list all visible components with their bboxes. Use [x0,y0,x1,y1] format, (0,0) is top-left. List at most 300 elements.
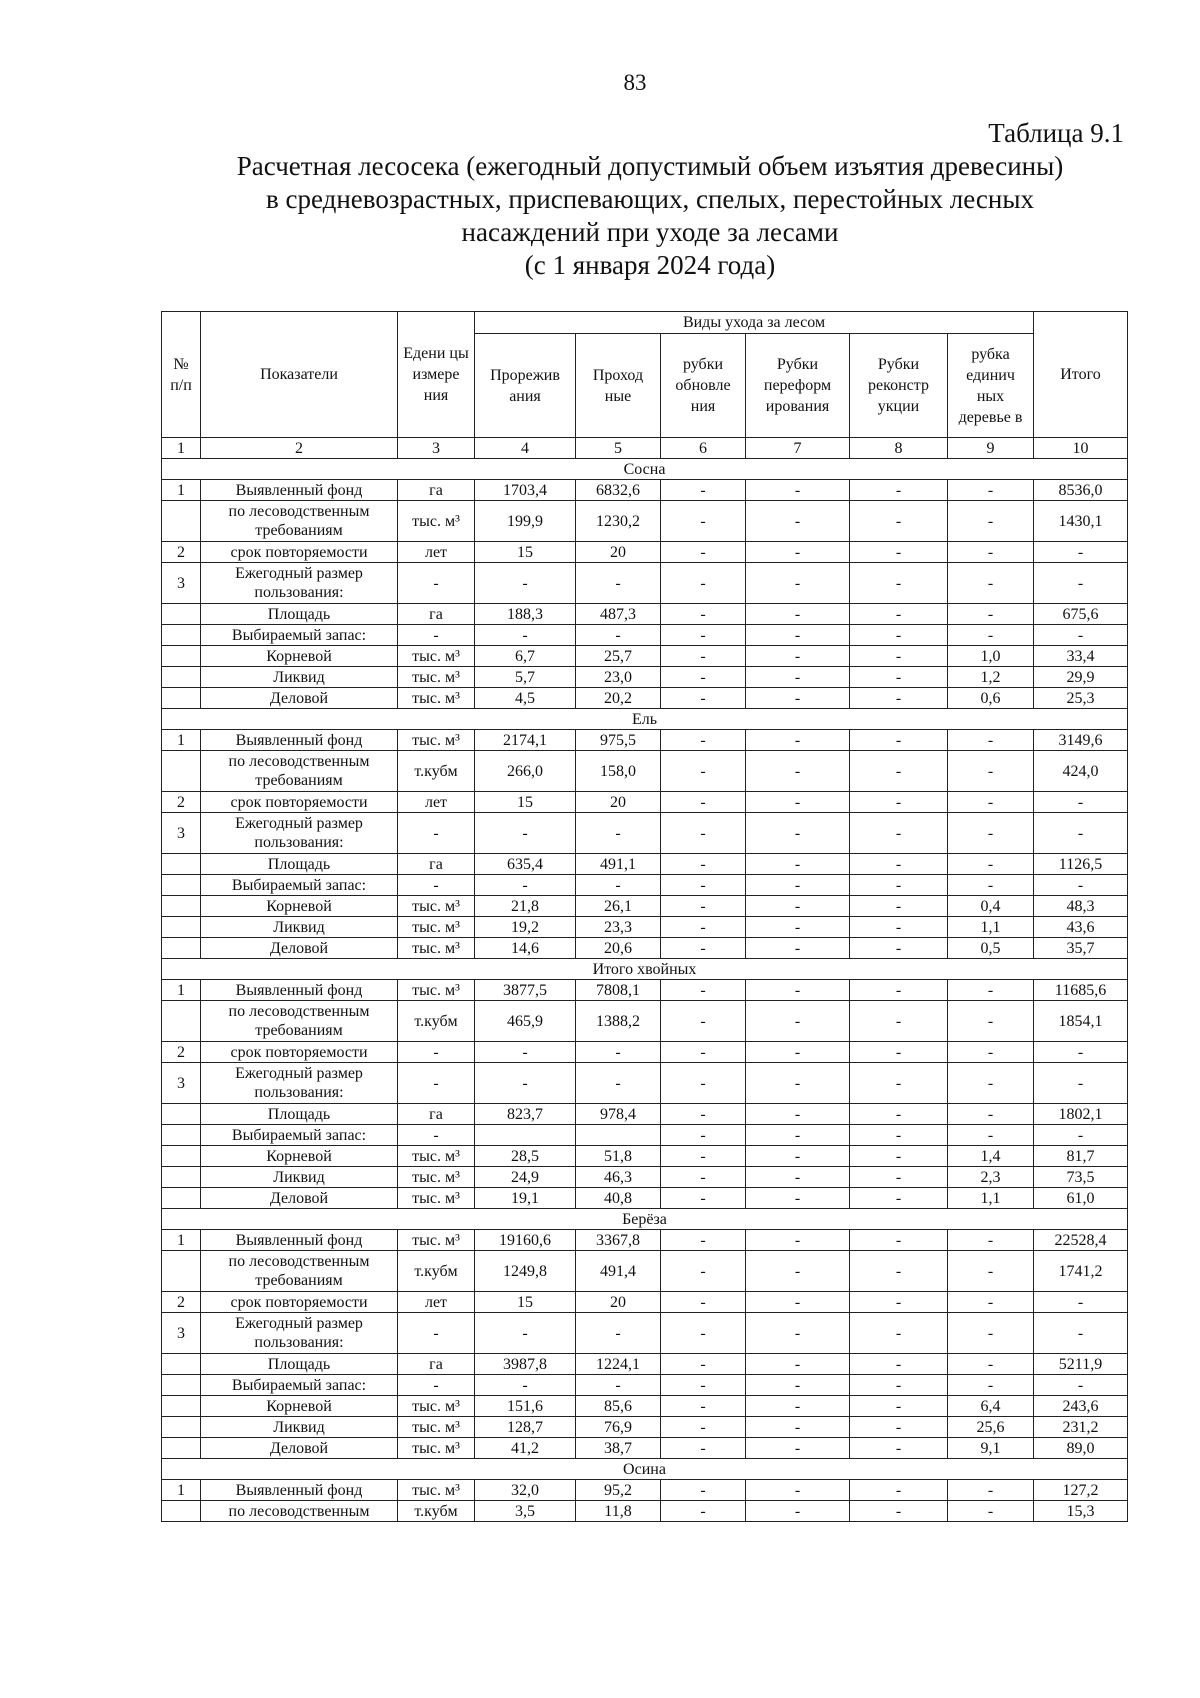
row-number [162,1188,201,1209]
row-number: 3 [162,563,201,604]
column-number: 9 [948,438,1034,459]
table-row [162,854,1128,875]
row-value: - [746,792,850,813]
row-value: - [850,1188,948,1209]
row-unit: - [398,1042,475,1063]
row-value: - [661,667,746,688]
row-value: 15 [475,792,576,813]
row-value: - [948,1104,1034,1125]
row-value: - [1034,1063,1128,1104]
row-value: - [661,730,746,751]
row-value: - [661,917,746,938]
row-number: 3 [162,813,201,854]
header-indicator: Показатели [201,312,398,438]
row-unit: - [398,1375,475,1396]
title-line: Расчетная лесосека (ежегодный допустимый объем изъятия древесины) [236,151,1064,181]
row-value: - [850,1375,948,1396]
row-number: 1 [162,1480,201,1501]
row-value: 1,1 [948,917,1034,938]
row-unit: тыс. м³ [398,730,475,751]
table-row [162,625,1128,646]
row-number [162,646,201,667]
row-value: - [746,1375,850,1396]
row-unit: тыс. м³ [398,938,475,959]
row-number [162,1167,201,1188]
row-label: Ежегодный размер пользования: [201,1313,398,1354]
table-row [162,1501,1128,1522]
row-unit: га [398,604,475,625]
row-value: - [948,875,1034,896]
row-unit: тыс. м³ [398,667,475,688]
row-value: - [850,563,948,604]
row-value: - [948,501,1034,542]
row-number: 2 [162,792,201,813]
row-value [576,1125,661,1146]
row-value: 6,4 [948,1396,1034,1417]
row-value: - [661,1063,746,1104]
row-label: по лесоводственным требованиям [201,1001,398,1042]
row-value: - [850,1501,948,1522]
row-value: 73,5 [1034,1167,1128,1188]
row-value: - [475,625,576,646]
row-value: - [746,604,850,625]
row-value: - [661,1417,746,1438]
row-label: Ликвид [201,1167,398,1188]
row-unit: тыс. м³ [398,688,475,709]
row-value: 465,9 [475,1001,576,1042]
row-number [162,875,201,896]
row-value: - [475,875,576,896]
row-number: 2 [162,542,201,563]
row-value: - [1034,625,1128,646]
row-value: - [850,1313,948,1354]
row-value: - [746,542,850,563]
row-value: - [948,730,1034,751]
table-row [162,1375,1128,1396]
row-label: Выбираемый запас: [201,1125,398,1146]
table-row [162,1292,1128,1313]
title-line: насаждений при уходе за лесами [461,217,839,247]
row-value: - [661,1313,746,1354]
row-unit: - [398,1313,475,1354]
row-unit: т.кубм [398,751,475,792]
table-row [162,1104,1128,1125]
row-value: - [850,667,948,688]
row-value: 975,5 [576,730,661,751]
row-value: - [948,480,1034,501]
table-header [162,312,1128,438]
row-value: - [1034,1313,1128,1354]
row-number [162,1251,201,1292]
table-row [162,1396,1128,1417]
row-value: - [661,1001,746,1042]
row-value: - [661,1251,746,1292]
table-row [162,917,1128,938]
row-value: 11,8 [576,1501,661,1522]
row-label: срок повторяемости [201,1042,398,1063]
row-value: 21,8 [475,896,576,917]
row-value: - [576,625,661,646]
table-row [162,875,1128,896]
row-value: - [948,1480,1034,1501]
row-value: - [850,1354,948,1375]
row-number: 3 [162,1063,201,1104]
row-value: 3149,6 [1034,730,1128,751]
header-type: рубки обновле ния [661,334,746,438]
row-unit: - [398,813,475,854]
row-value: - [746,1146,850,1167]
row-value: 1388,2 [576,1001,661,1042]
table-row [162,1167,1128,1188]
row-value: 22528,4 [1034,1230,1128,1251]
row-value: - [475,1313,576,1354]
row-value: - [746,1125,850,1146]
row-value: - [661,604,746,625]
row-value: 25,6 [948,1417,1034,1438]
table-row [162,1001,1128,1042]
column-number: 10 [1034,438,1128,459]
row-value: - [475,1042,576,1063]
row-number [162,1396,201,1417]
row-value: - [746,667,850,688]
row-value: - [661,938,746,959]
row-value: - [746,938,850,959]
row-label: Деловой [201,1188,398,1209]
row-label: Выбираемый запас: [201,875,398,896]
row-value: 51,8 [576,1146,661,1167]
row-value: 4,5 [475,688,576,709]
section-row [162,1209,1128,1230]
row-value: 1224,1 [576,1354,661,1375]
row-value: - [746,1042,850,1063]
row-value: 15 [475,1292,576,1313]
row-value: - [948,792,1034,813]
row-value: 8536,0 [1034,480,1128,501]
row-label: Ликвид [201,1417,398,1438]
row-value: - [661,1375,746,1396]
row-label: Ликвид [201,667,398,688]
row-value: 823,7 [475,1104,576,1125]
row-value: 24,9 [475,1167,576,1188]
row-value: 199,9 [475,501,576,542]
row-value: - [576,563,661,604]
row-value: - [661,792,746,813]
row-number [162,1417,201,1438]
row-value: - [1034,1292,1128,1313]
row-value: - [850,1417,948,1438]
row-value: 675,6 [1034,604,1128,625]
row-value: - [661,1188,746,1209]
row-value: 2174,1 [475,730,576,751]
row-label: Корневой [201,646,398,667]
row-unit: - [398,625,475,646]
row-number: 1 [162,1230,201,1251]
row-number [162,1146,201,1167]
row-value: - [1034,875,1128,896]
table-body [162,438,1128,1522]
row-value: - [661,1167,746,1188]
row-value: 5211,9 [1034,1354,1128,1375]
row-value: - [746,1292,850,1313]
row-value: - [661,688,746,709]
row-value: 231,2 [1034,1417,1128,1438]
row-label: Корневой [201,896,398,917]
row-value: - [746,563,850,604]
row-value: - [948,1001,1034,1042]
row-value: 41,2 [475,1438,576,1459]
column-number: 6 [661,438,746,459]
row-value: - [746,1480,850,1501]
row-unit: тыс. м³ [398,1230,475,1251]
row-value: 32,0 [475,1480,576,1501]
table-row [162,1125,1128,1146]
row-label: Выявленный фонд [201,1480,398,1501]
row-number [162,1501,201,1522]
row-value: 1854,1 [1034,1001,1128,1042]
row-value: 1703,4 [475,480,576,501]
row-value: - [948,1125,1034,1146]
row-value: - [850,875,948,896]
row-value: - [948,1251,1034,1292]
row-value: 3987,8 [475,1354,576,1375]
section-name: Берёза [162,1209,1128,1230]
row-value: 28,5 [475,1146,576,1167]
row-value: - [661,875,746,896]
table-row [162,688,1128,709]
row-value: - [746,1230,850,1251]
row-label: Выбираемый запас: [201,1375,398,1396]
row-label: по лесоводственным требованиям [201,1251,398,1292]
row-unit: тыс. м³ [398,501,475,542]
row-value: - [661,501,746,542]
row-value: - [850,1438,948,1459]
row-value: 19160,6 [475,1230,576,1251]
row-value: - [746,1438,850,1459]
row-value: - [850,813,948,854]
row-value: 0,4 [948,896,1034,917]
table-row [162,751,1128,792]
row-value: - [850,688,948,709]
row-value: 487,3 [576,604,661,625]
row-value: 491,4 [576,1251,661,1292]
row-value: 20,2 [576,688,661,709]
row-value: 1,0 [948,646,1034,667]
row-number: 2 [162,1292,201,1313]
row-value: - [661,646,746,667]
row-value: 43,6 [1034,917,1128,938]
row-value: - [948,854,1034,875]
row-value: - [746,1354,850,1375]
row-value: - [661,625,746,646]
column-number: 5 [576,438,661,459]
row-label: Ежегодный размер пользования: [201,1063,398,1104]
row-value: - [1034,1125,1128,1146]
table-row [162,1230,1128,1251]
row-value: - [661,1125,746,1146]
row-value: - [746,896,850,917]
header-type: Прорежив ания [475,334,576,438]
page-number: 83 [623,70,647,95]
row-value: - [746,625,850,646]
table-row [162,1146,1128,1167]
row-value: 20 [576,792,661,813]
row-value: - [661,480,746,501]
row-value: - [850,980,948,1001]
row-value: - [746,1251,850,1292]
row-value: 25,3 [1034,688,1128,709]
header-num: № п/п [162,312,201,438]
table-row [162,480,1128,501]
row-number [162,917,201,938]
row-value: - [746,1167,850,1188]
row-value: - [1034,1375,1128,1396]
section-name: Итого хвойных [162,959,1128,980]
header-type: Проход ные [576,334,661,438]
row-value: - [850,792,948,813]
table-row [162,813,1128,854]
row-label: Площадь [201,604,398,625]
row-value: 2,3 [948,1167,1034,1188]
row-value: - [1034,563,1128,604]
row-value: 95,2 [576,1480,661,1501]
row-unit: га [398,1354,475,1375]
table-row [162,896,1128,917]
row-number [162,1001,201,1042]
row-value: 0,6 [948,688,1034,709]
row-value: - [661,751,746,792]
table-row [162,980,1128,1001]
row-value: - [576,875,661,896]
row-value: 19,2 [475,917,576,938]
row-unit: га [398,854,475,875]
row-unit: тыс. м³ [398,1167,475,1188]
row-value: - [850,625,948,646]
row-value: 1,1 [948,1188,1034,1209]
row-number: 3 [162,1313,201,1354]
table-row [162,1354,1128,1375]
row-value: 1,2 [948,667,1034,688]
row-value: 81,7 [1034,1146,1128,1167]
column-number: 1 [162,438,201,459]
table-row [162,542,1128,563]
row-label: Ликвид [201,917,398,938]
row-value: 19,1 [475,1188,576,1209]
row-label: Корневой [201,1396,398,1417]
column-number: 8 [850,438,948,459]
row-value: - [661,1146,746,1167]
row-unit: - [398,875,475,896]
row-value: 635,4 [475,854,576,875]
row-value: 29,9 [1034,667,1128,688]
table-row [162,1251,1128,1292]
row-value: - [850,938,948,959]
table-row [162,730,1128,751]
table-row [162,1480,1128,1501]
row-value: - [746,646,850,667]
row-value: - [746,1063,850,1104]
table-row [162,1042,1128,1063]
row-label: Выявленный фонд [201,730,398,751]
row-value: - [746,751,850,792]
row-value: 11685,6 [1034,980,1128,1001]
title-line: (с 1 января 2024 года) [524,250,776,280]
row-value: 46,3 [576,1167,661,1188]
row-value: - [850,751,948,792]
row-unit: лет [398,1292,475,1313]
row-value: 1430,1 [1034,501,1128,542]
row-value: 3367,8 [576,1230,661,1251]
row-value: - [661,1396,746,1417]
row-number [162,625,201,646]
row-value: - [850,1001,948,1042]
table-row [162,646,1128,667]
row-value: - [746,1188,850,1209]
row-value: 3,5 [475,1501,576,1522]
row-number [162,1354,201,1375]
column-number: 7 [746,438,850,459]
row-value: 1126,5 [1034,854,1128,875]
row-label: по лесоводственным требованиям [201,751,398,792]
row-value: - [661,1042,746,1063]
row-value: 1230,2 [576,501,661,542]
row-value: 491,1 [576,854,661,875]
row-value: - [948,980,1034,1001]
row-number [162,1125,201,1146]
row-value: 23,3 [576,917,661,938]
row-number [162,938,201,959]
row-value: 48,3 [1034,896,1128,917]
row-value: - [475,563,576,604]
row-value: 243,6 [1034,1396,1128,1417]
row-value: - [746,1501,850,1522]
row-number: 1 [162,980,201,1001]
row-value: - [948,563,1034,604]
row-unit: га [398,1104,475,1125]
row-value: - [948,604,1034,625]
row-value: - [746,1417,850,1438]
table-row [162,1063,1128,1104]
row-value: 1741,2 [1034,1251,1128,1292]
section-row [162,459,1128,480]
row-value: - [746,688,850,709]
row-value: - [746,875,850,896]
title-line: в средневозрастных, приспевающих, спелых, перестойных лесных [265,184,1034,214]
table-row [162,1188,1128,1209]
row-unit: тыс. м³ [398,917,475,938]
section-row [162,1459,1128,1480]
column-number: 3 [398,438,475,459]
row-value: 158,0 [576,751,661,792]
row-value: - [746,1104,850,1125]
row-label: Корневой [201,1146,398,1167]
row-value: - [948,542,1034,563]
row-label: срок повторяемости [201,792,398,813]
data-table [161,311,1128,1522]
row-label: Выявленный фонд [201,1230,398,1251]
row-value: - [1034,542,1128,563]
row-value: - [850,604,948,625]
row-value: - [661,1230,746,1251]
row-value: 9,1 [948,1438,1034,1459]
row-label: Ежегодный размер пользования: [201,563,398,604]
row-value: - [850,1125,948,1146]
row-value: - [850,730,948,751]
row-value: - [948,751,1034,792]
table-row [162,1313,1128,1354]
row-number [162,667,201,688]
row-value: 38,7 [576,1438,661,1459]
row-value: - [948,1313,1034,1354]
